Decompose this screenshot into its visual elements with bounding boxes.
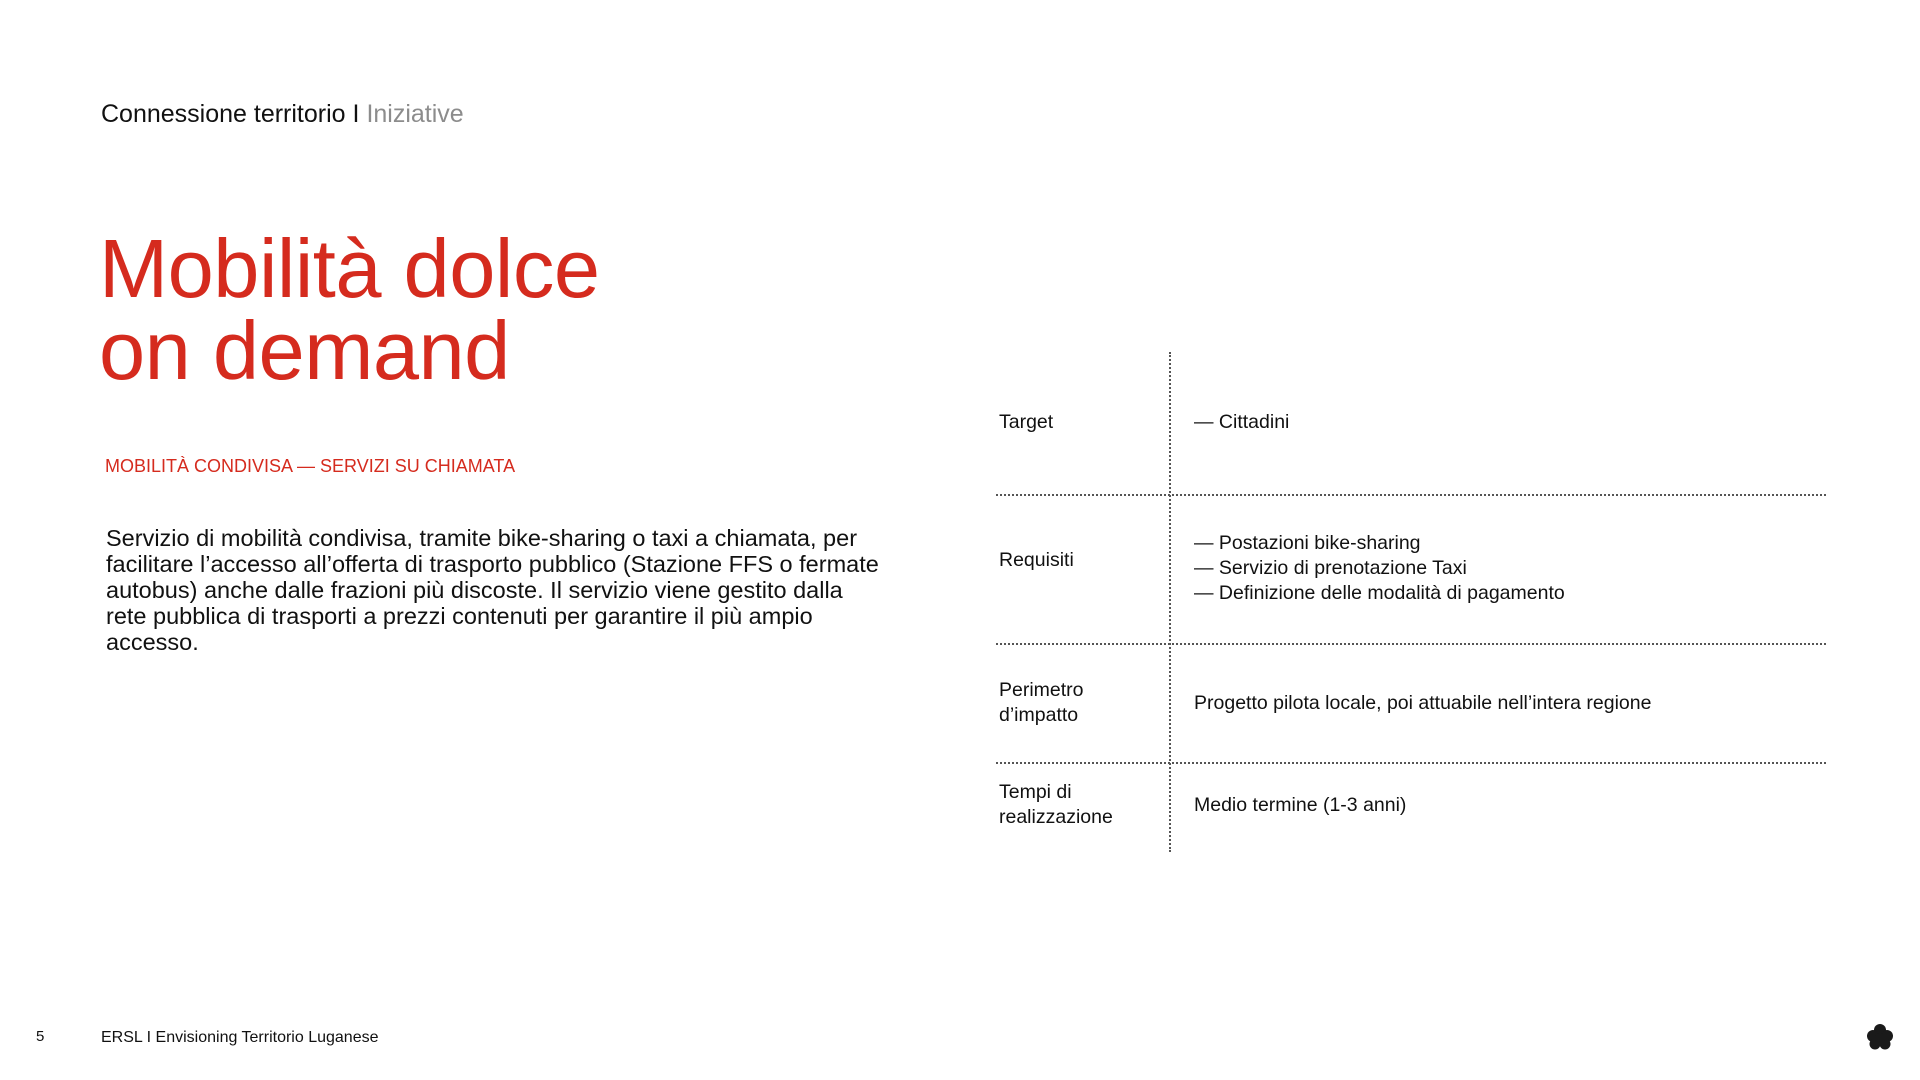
row-label-line: Tempi di xyxy=(999,781,1072,803)
row-label-line: realizzazione xyxy=(999,806,1113,828)
table-row-divider xyxy=(996,494,1826,496)
page-title-line-2: on demand xyxy=(99,304,510,397)
table-row-divider xyxy=(996,762,1826,764)
row-value xyxy=(1194,691,1651,716)
category-subtitle: MOBILITÀ CONDIVISA — SERVIZI SU CHIAMATA xyxy=(105,456,516,476)
value-item: — Cittadini xyxy=(1194,411,1290,433)
footer-document-title: ERSL I Envisioning Territorio Luganese xyxy=(101,1029,379,1046)
page-title-line-1: Mobilità dolce xyxy=(99,222,600,315)
value-item: — Servizio di prenotazione Taxi xyxy=(1194,557,1467,579)
value-item: — Definizione delle modalità di pagamento xyxy=(1194,582,1565,604)
page-number: 5 xyxy=(36,1028,45,1045)
row-label xyxy=(999,780,1113,830)
table-row-target xyxy=(996,410,1826,435)
row-value xyxy=(996,531,1565,606)
value-item: Progetto pilota locale, poi attuabile nell’intera regione xyxy=(1194,692,1652,714)
breadcrumb-separator: I xyxy=(352,100,360,128)
value-item: — Postazioni bike-sharing xyxy=(1194,532,1421,554)
row-label-line: Perimetro xyxy=(999,679,1084,701)
breadcrumb-current: Connessione territorio xyxy=(101,100,346,128)
value-item: Medio termine (1-3 anni) xyxy=(1194,794,1407,816)
breadcrumb xyxy=(101,98,464,130)
description-paragraph: Servizio di mobilità condivisa, tramite bike-sharing o taxi a chiamata, per facilitare l’accesso all’offerta di trasporto pubblico (Stazione FFS o fermate autobus) anche dalle frazioni più discoste. Il servizio viene gestito dalla rete pubblica di trasporti a prezzi contenuti per garantire il più ampio accesso. xyxy=(106,525,879,655)
row-value xyxy=(1194,793,1406,818)
page-title xyxy=(99,222,600,397)
row-value xyxy=(996,410,1289,435)
table-row-divider xyxy=(996,643,1826,645)
clover-logo-icon xyxy=(1865,1022,1895,1052)
row-label xyxy=(999,678,1084,728)
breadcrumb-section: Iniziative xyxy=(366,100,464,128)
row-label: Target xyxy=(999,411,1054,433)
row-label-line: d’impatto xyxy=(999,704,1079,726)
row-label: Requisiti xyxy=(999,549,1074,571)
